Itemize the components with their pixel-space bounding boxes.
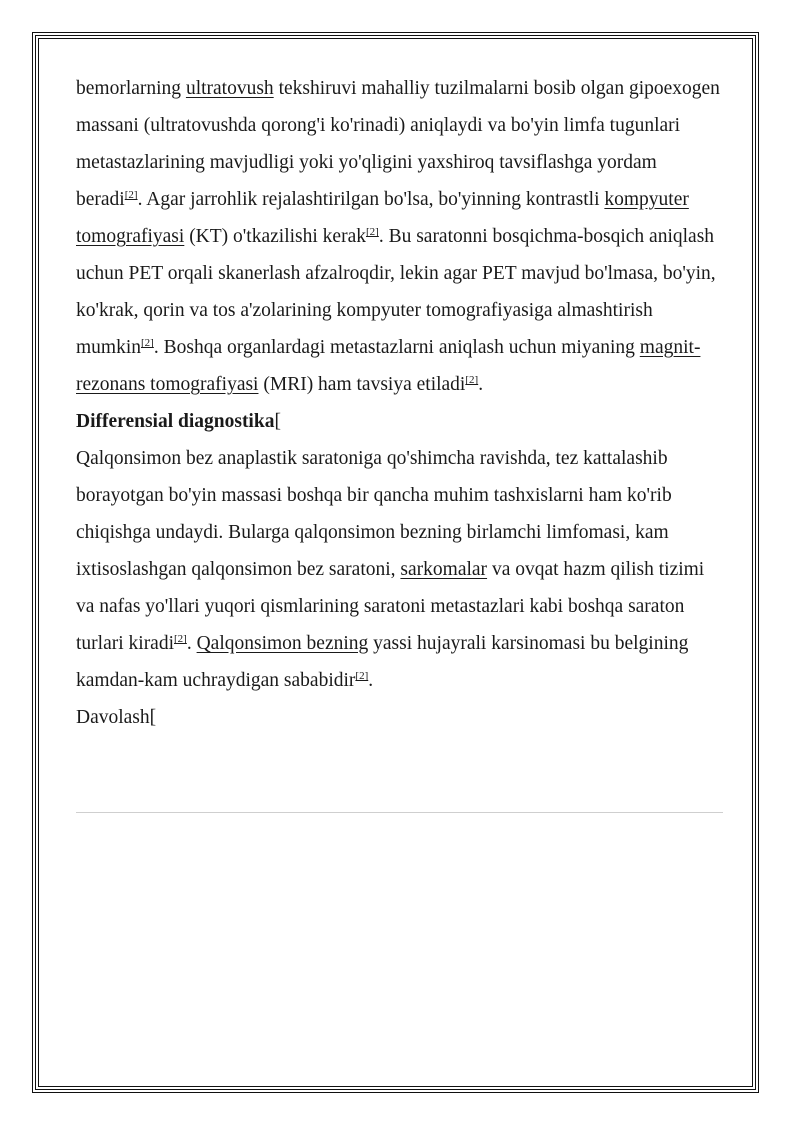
text: . Bu saratonni bosqichma-bosqich aniqlash uchun PET orqali skanerlash afzalroqdir, lekin agar PET mavjud bo'lmasa, bo'yin, ko'krak, qorin va tos a'zolarining kompyuter tomografiyasiga almashtirish mumkin xyxy=(76,226,716,358)
citation-link[interactable]: [2] xyxy=(365,226,379,238)
article-body xyxy=(76,70,726,736)
link-ultratovush[interactable]: ultratovush xyxy=(185,78,274,99)
heading-text: Differensial diagnostika xyxy=(76,411,275,432)
text: . xyxy=(478,374,484,395)
link-magnit-rezonans-tomografiyasi[interactable]: magnit-rezonans tomografiyasi xyxy=(76,337,701,395)
text: Qalqonsimon bez anaplastik saratoniga qo'shimcha ravishda, tez kattalashib borayotgan bo'yin massasi boshqa bir qancha muhim tashxislarni ham ko'rib chiqishga undaydi. Bularga qalqonsimon bezning birlamchi limfomasi, kam ixtisoslashgan qalqonsimon bez saratoni, xyxy=(76,448,672,580)
text: . xyxy=(186,633,197,654)
link-sarkomalar[interactable]: sarkomalar xyxy=(400,559,488,580)
text: tekshiruvi mahalliy tuzilmalarni bosib olgan gipoexogen massani (ultratovushda qorong'i ko'rinadi) aniqlaydi va bo'yin limfa tugunlari metastazlarining mavjudligi yoki yo'qligini yaxshiroq tavsiflashga yordam beradi xyxy=(76,78,720,210)
link-qalqonsimon-bezning[interactable]: Qalqonsimon bezning xyxy=(196,633,369,654)
citation-link[interactable]: [2] xyxy=(355,670,369,682)
heading-bracket: [ xyxy=(274,411,281,432)
section-heading-davolash xyxy=(76,699,726,736)
text: yassi hujayrali karsinomasi bu belgining kamdan-kam uchraydigan sababidir xyxy=(76,633,689,691)
text: . Agar jarrohlik rejalashtirilgan bo'lsa, bo'yinning kontrastli xyxy=(137,189,605,210)
citation xyxy=(366,226,379,238)
section-heading-differensial-diagnostika xyxy=(76,403,726,440)
heading-bracket: [ xyxy=(149,707,157,728)
link-kompyuter-tomografiyasi[interactable]: kompyuter tomografiyasi xyxy=(76,189,689,247)
citation-link[interactable]: [2] xyxy=(141,337,154,349)
section-divider xyxy=(76,812,723,813)
text: . xyxy=(368,670,374,691)
heading-text: Davolash xyxy=(76,707,150,728)
text: . Boshqa organlardagi metastazlarni aniqlash uchun miyaning xyxy=(153,337,640,358)
text: (MRI) ham tavsiya etiladi xyxy=(258,374,466,395)
text: (KT) o'tkazilishi kerak xyxy=(184,226,366,247)
citation-link[interactable]: [2] xyxy=(124,189,138,201)
paragraph-differential xyxy=(76,440,726,699)
text: va ovqat hazm qilish tizimi va nafas yo'llari yuqori qismlarining saratoni metastazlari kabi boshqa saraton turlari kiradi xyxy=(76,559,705,654)
citation xyxy=(355,670,368,682)
citation xyxy=(174,633,187,645)
citation-link[interactable]: [2] xyxy=(174,633,187,645)
citation xyxy=(125,189,138,201)
paragraph-diagnostics xyxy=(76,70,726,403)
citation xyxy=(141,337,154,349)
citation-link[interactable]: [2] xyxy=(465,374,479,386)
citation xyxy=(465,374,478,386)
text: bemorlarning xyxy=(76,78,186,99)
